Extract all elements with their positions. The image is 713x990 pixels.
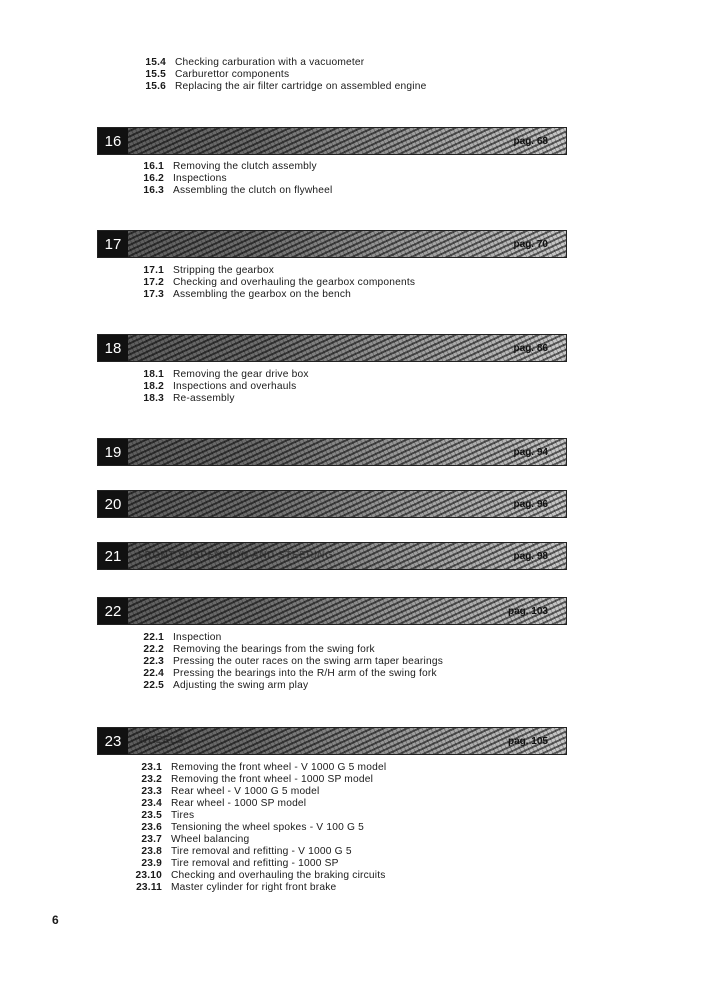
toc-item[interactable]: 17.2 Checking and overhauling the gearbox components	[143, 277, 416, 288]
toc-item[interactable]: 23.5 Tires	[141, 810, 195, 821]
chapter-page-ref: pag. 94	[513, 447, 548, 458]
toc-item[interactable]: 22.1 Inspection	[143, 632, 222, 643]
toc-item[interactable]: 23.4 Rear wheel - 1000 SP model	[141, 798, 307, 809]
chapter-page-ref: pag. 86	[513, 343, 548, 354]
chapter-banner-20[interactable]	[97, 490, 567, 518]
chapter-number: 20	[98, 491, 128, 517]
toc-item[interactable]: 23.7 Wheel balancing	[141, 834, 250, 845]
chapter-page-ref: pag. 105	[507, 736, 548, 747]
toc-item[interactable]: 23.10 Checking and overhauling the braking circuits	[135, 870, 386, 881]
toc-item[interactable]: 15.4 Checking carburation with a vacuometer	[145, 57, 365, 68]
chapter-number: 18	[98, 335, 128, 361]
toc-item[interactable]: 16.2 Inspections	[143, 173, 227, 184]
toc-item[interactable]: 18.1 Removing the gear drive box	[143, 369, 309, 380]
chapter-number: 23	[98, 728, 128, 754]
chapter-banner-19[interactable]	[97, 438, 567, 466]
toc-item[interactable]: 22.4 Pressing the bearings into the R/H arm of the swing fork	[143, 668, 437, 679]
toc-item[interactable]: 23.11 Master cylinder for right front brake	[136, 882, 337, 893]
chapter-banner-16[interactable]	[97, 127, 567, 155]
toc-item[interactable]: 22.3 Pressing the outer races on the swing arm taper bearings	[143, 656, 443, 667]
chapter-banner-17[interactable]	[97, 230, 567, 258]
chapter-number: 17	[98, 231, 128, 257]
chapter-page-ref: pag. 103	[507, 606, 548, 617]
toc-item[interactable]: 16.3 Assembling the clutch on flywheel	[143, 185, 333, 196]
chapter-number: 16	[98, 128, 128, 154]
chapter-page-ref: pag. 96	[513, 499, 548, 510]
toc-item[interactable]: 23.9 Tire removal and refitting - 1000 SP	[141, 858, 339, 869]
toc-item[interactable]: 15.6 Replacing the air filter cartridge on assembled engine	[145, 81, 427, 92]
chapter-22-items	[0, 632, 443, 692]
toc-item[interactable]: 23.6 Tensioning the wheel spokes - V 100 G 5	[141, 822, 364, 833]
toc-item[interactable]: 17.1 Stripping the gearbox	[143, 265, 275, 276]
toc-item[interactable]: 23.1 Removing the front wheel - V 1000 G 5 model	[141, 762, 387, 773]
chapter-23-items	[0, 762, 386, 894]
chapter-banner-22[interactable]	[97, 597, 567, 625]
chapter-17-items	[0, 265, 415, 301]
chapter-number: 21	[98, 543, 128, 569]
chapter-page-ref: pag. 68	[513, 136, 548, 147]
toc-item[interactable]: 23.2 Removing the front wheel - 1000 SP model	[141, 774, 374, 785]
chapter-16-items	[0, 161, 333, 197]
toc-item[interactable]: 16.1 Removing the clutch assembly	[143, 161, 317, 172]
chapter-number: 19	[98, 439, 128, 465]
toc-item[interactable]: 23.8 Tire removal and refitting - V 1000 G 5	[141, 846, 352, 857]
chapter-page-ref: pag. 70	[513, 239, 548, 250]
toc-item[interactable]: 23.3 Rear wheel - V 1000 G 5 model	[141, 786, 320, 797]
toc-item[interactable]: 15.5 Carburettor components	[145, 69, 290, 80]
toc-item[interactable]: 18.3 Re-assembly	[143, 393, 235, 404]
toc-item[interactable]: 22.2 Removing the bearings from the swing fork	[143, 644, 375, 655]
toc-item[interactable]: 18.2 Inspections and overhauls	[143, 381, 297, 392]
chapter-title: WHEELS	[138, 735, 184, 746]
toc-item[interactable]: 22.5 Adjusting the swing arm play	[143, 680, 309, 691]
section-15-items	[0, 57, 426, 93]
chapter-title: FRONT SUSPENSION AND STEERING	[138, 550, 334, 561]
chapter-number: 22	[98, 598, 128, 624]
chapter-banner-18[interactable]	[97, 334, 567, 362]
chapter-18-items	[0, 369, 309, 405]
page-number: 6	[52, 913, 59, 927]
toc-item[interactable]: 17.3 Assembling the gearbox on the bench	[143, 289, 352, 300]
chapter-banner-23[interactable]	[97, 727, 567, 755]
chapter-banner-21[interactable]	[97, 542, 567, 570]
chapter-page-ref: pag. 98	[513, 551, 548, 562]
